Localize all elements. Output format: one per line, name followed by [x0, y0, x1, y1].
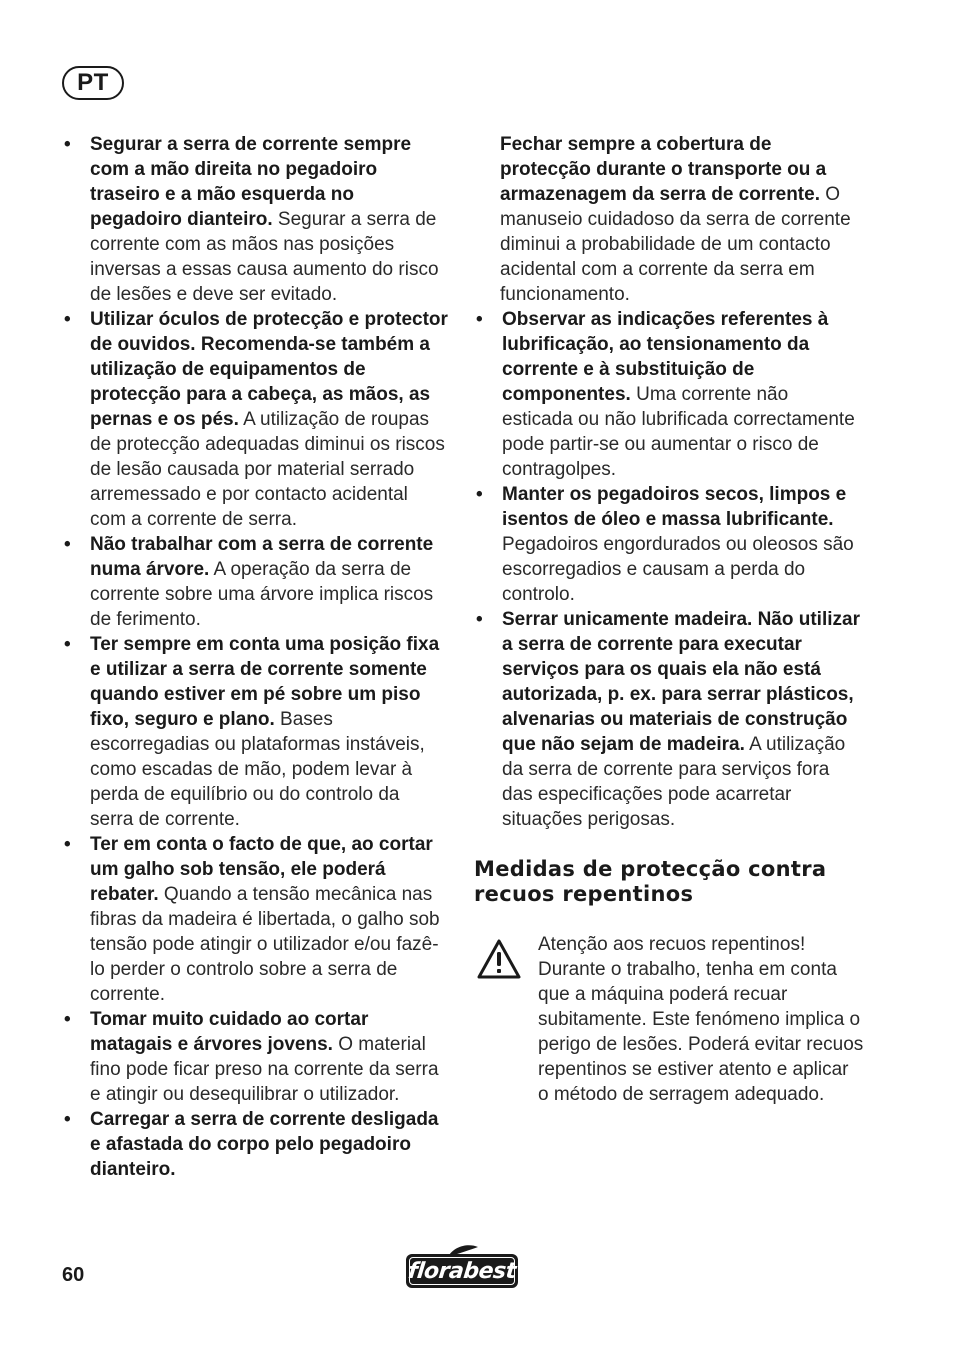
bullet: • — [476, 484, 483, 505]
safety-instruction — [62, 132, 448, 307]
bullet: • — [64, 1009, 71, 1030]
safety-instruction — [474, 482, 864, 607]
instruction-bold: Utilizar óculos de protecção e protector de ouvidos. Recomenda-se também a utilização de equipamentos de protecção para a cabeça, as mãos, as pernas e os pés. — [90, 309, 448, 430]
instruction-text: A operação da serra de corrente sobre uma árvore implica riscos de ferimento. — [90, 559, 434, 630]
bullet: • — [64, 134, 71, 155]
bullet: • — [64, 634, 71, 655]
left-column — [62, 132, 448, 1182]
safety-instruction — [62, 832, 448, 1007]
bullet: • — [64, 309, 71, 330]
page-number: 60 — [62, 1264, 85, 1286]
instruction-bold: Segurar a serra de corrente sempre com a mão direita no pegadoiro traseiro e a mão esquerda no pegadoiro dianteiro. — [90, 134, 412, 230]
instruction-text: O material fino pode ficar preso na corrente da serra e atingir ou desequilibrar o utilizador. — [90, 1034, 439, 1105]
instruction-bold: Serrar unicamente madeira. Não utilizar a serra de corrente para executar serviços para os quais ela não está autorizada, p. ex. para serrar plásticos, alvenarias ou materiais de construção que não sejam de madeira. — [502, 609, 860, 755]
instruction-text: A utilização de roupas de protecção adequadas diminui os riscos de lesão causada por material serrado arremessado e por contacto acidental com a corrente de serra. — [90, 409, 445, 530]
logo-text: florabest — [406, 1258, 518, 1284]
instruction-bold: Ter em conta o facto de que, ao cortar um galho sob tensão, ele poderá rebater. — [90, 834, 433, 905]
safety-instruction — [62, 1107, 448, 1182]
instruction-bold: Manter os pegadoiros secos, limpos e isentos de óleo e massa lubrificante. — [502, 484, 847, 530]
safety-instruction — [62, 1007, 448, 1107]
bullet: • — [476, 609, 483, 630]
safety-instruction — [62, 532, 448, 632]
safety-instruction — [62, 632, 448, 832]
instruction-text: Uma corrente não esticada ou não lubrificada correctamente pode partir-se ou aumentar o risco de contragolpes. — [502, 384, 855, 480]
bullet: • — [476, 309, 483, 330]
florabest-logo — [406, 1244, 520, 1290]
safety-instruction — [474, 607, 864, 832]
instruction-text: A utilização da serra de corrente para serviços fora das especificações pode acarretar situações perigosas. — [502, 734, 846, 830]
instruction-bold: Tomar muito cuidado ao cortar matagais e árvores jovens. — [90, 1009, 369, 1055]
instruction-bold: Ter sempre em conta uma posição fixa e utilizar a serra de corrente somente quando estiver em pé sobre um piso fixo, seguro e plano. — [90, 634, 440, 730]
instruction-bold: Não trabalhar com a serra de corrente numa árvore. — [90, 534, 434, 580]
right-column — [474, 132, 864, 1107]
section-heading: Medidas de protecção contra recuos repentinos — [474, 857, 827, 906]
instruction-bold: Carregar a serra de corrente desligada e afastada do corpo pelo pegadoiro dianteiro. — [90, 1109, 439, 1180]
safety-instruction — [62, 307, 448, 532]
warning-notice — [474, 932, 864, 1107]
language-badge: PT — [62, 66, 124, 100]
warning-triangle-icon — [476, 938, 522, 980]
instruction-text: Bases escorregadias ou plataformas instáveis, como escadas de mão, podem levar à perda de equilíbrio ou do controlo da serra de corrente. — [90, 709, 425, 830]
instruction-bold: Fechar sempre a cobertura de protecção durante o transporte ou a armazenagem da serra de corrente. — [500, 134, 827, 205]
instruction-bold: Observar as indicações referentes à lubrificação, ao tensionamento da corrente e à substituição de componentes. — [502, 309, 829, 405]
instruction-text: Segurar a serra de corrente com as mãos nas posições inversas a essas causa aumento do risco de lesões e deve ser evitado. — [90, 209, 439, 305]
bullet: • — [64, 534, 71, 555]
bullet: • — [64, 834, 71, 855]
instruction-text: Pegadoiros engordurados ou oleosos são escorregadios e causam a perda do controlo. — [502, 534, 854, 605]
warning-text: Atenção aos recuos repentinos! Durante o trabalho, tenha em conta que a máquina poderá recuar subitamente. Este fenómeno implica o perigo de lesões. Poderá evitar recuos repentinos se estiver atento e aplicar o método de serragem adequado. — [538, 934, 864, 1105]
logo-inner-border — [406, 1257, 518, 1285]
instruction-text: O manuseio cuidadoso da serra de corrente diminui a probabilidade de um contacto acidental com a corrente da serra em funcionamento. — [500, 184, 851, 305]
instruction-continuation — [474, 132, 864, 307]
instruction-text: Quando a tensão mecânica nas fibras da madeira é libertada, o galho sob tensão pode atingir o utilizador e/ou fazê-lo perder o controlo sobre a serra de corrente. — [90, 884, 440, 1005]
safety-instruction — [474, 307, 864, 482]
bullet: • — [64, 1109, 71, 1130]
